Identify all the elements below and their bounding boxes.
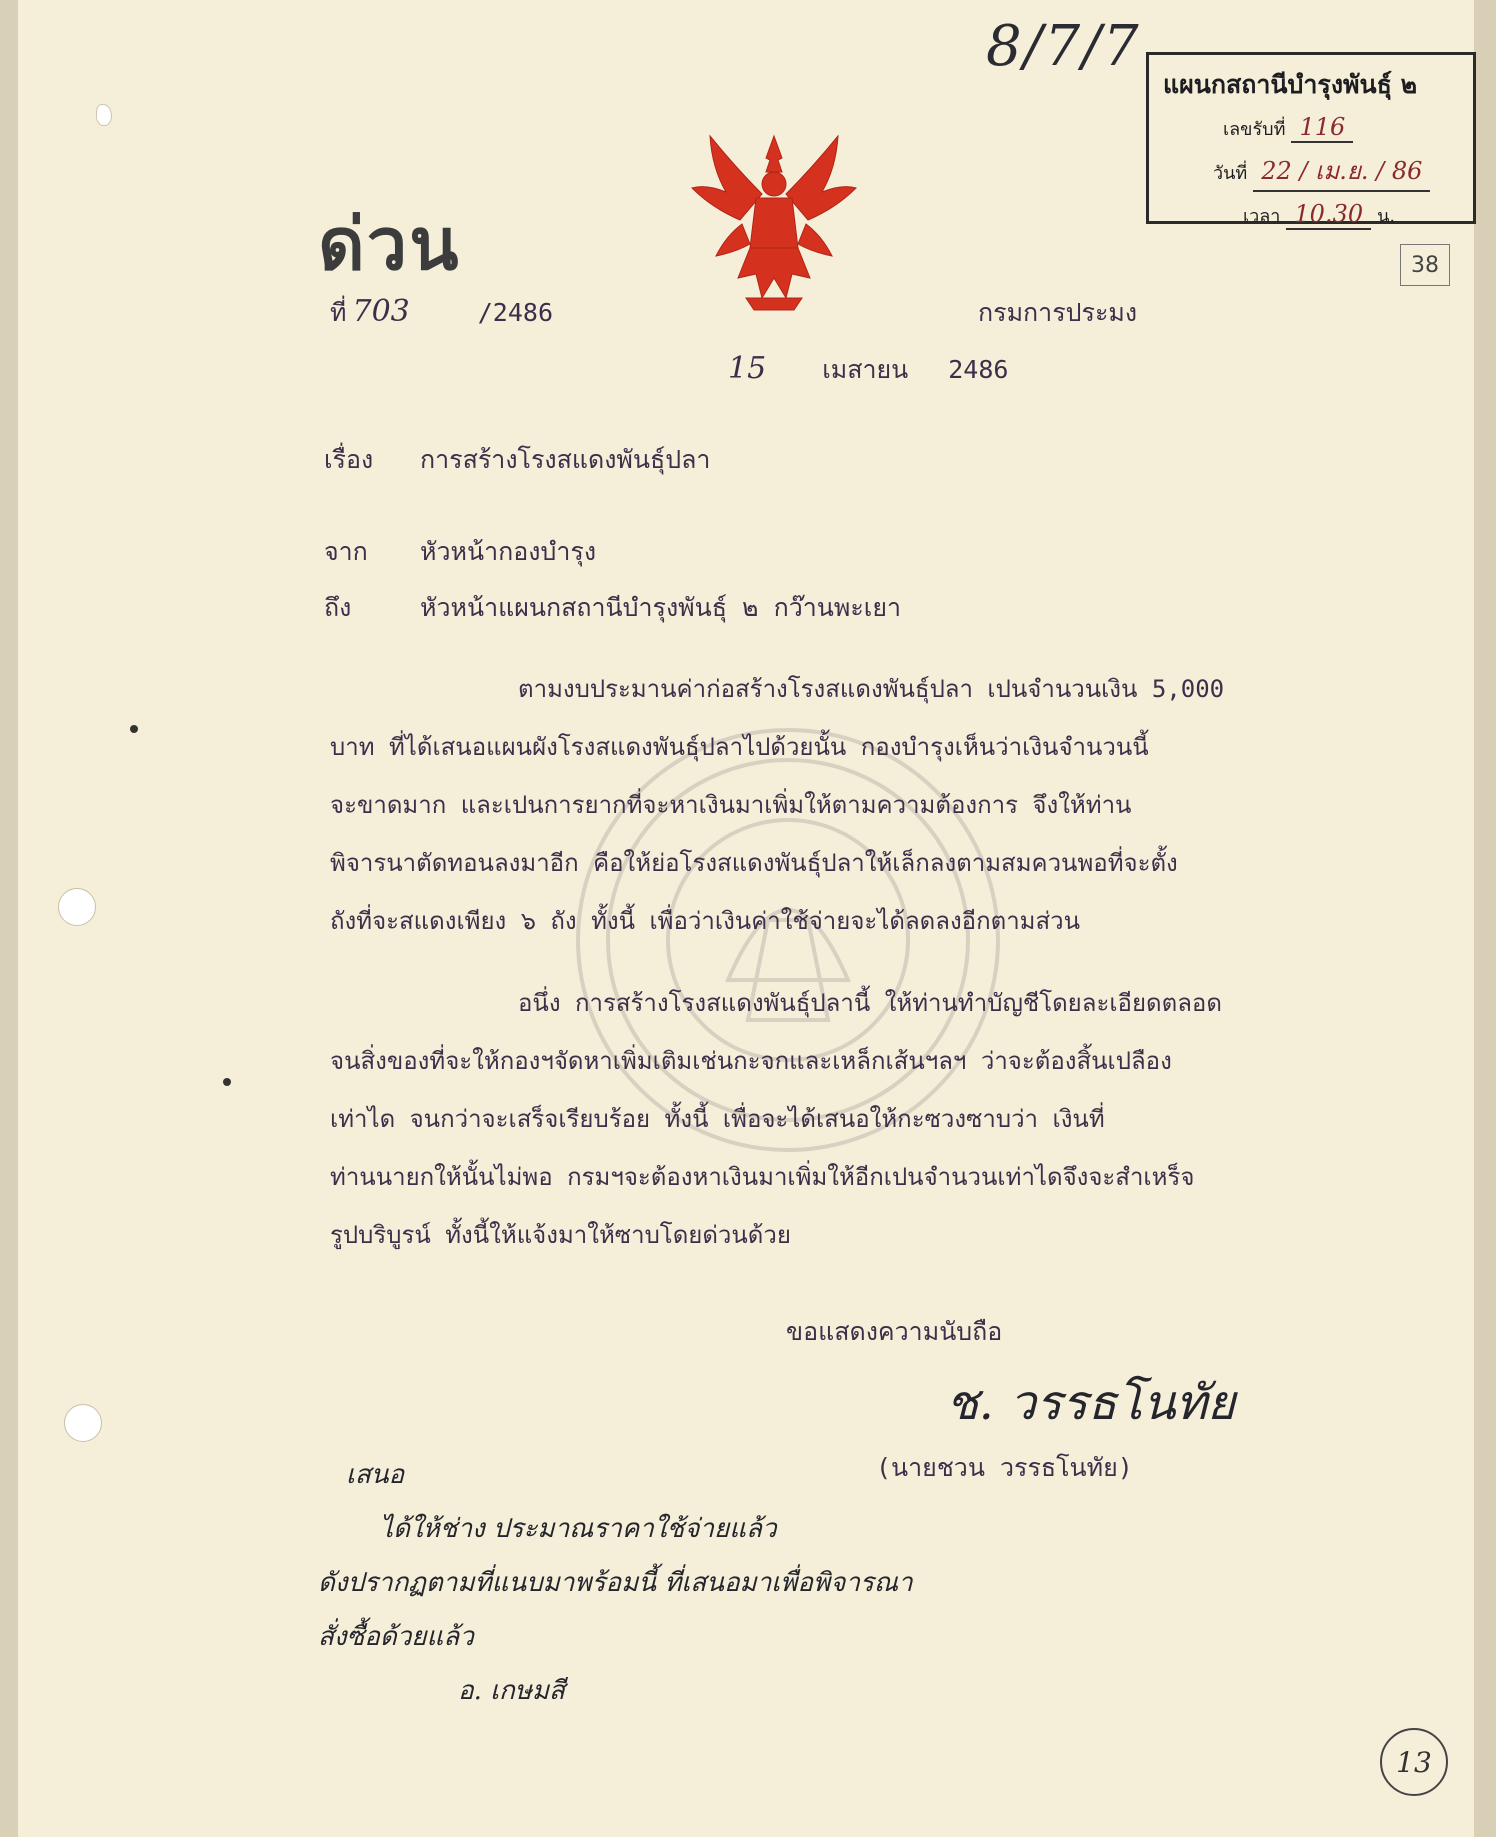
from-line xyxy=(324,532,596,572)
punch-notch xyxy=(96,104,112,126)
stamp-date-value: 22 / เม.ย. / 86 xyxy=(1253,151,1430,192)
subject-value: การสร้างโรงสแดงพันธุ์ปลา xyxy=(420,445,711,474)
paragraph-line: ถังที่จะสแดงเพียง ๖ ถัง ทั้งนี้ เพื่อว่าเงินค่าใช้จ่ายจะได้ลดลงอีกตามส่วน xyxy=(330,907,1081,935)
ref-prefix: ที่ xyxy=(330,298,347,327)
department-name: กรมการประมง xyxy=(978,298,1138,327)
garuda-emblem-icon xyxy=(686,128,862,314)
from-value: หัวหน้ากองบำรุง xyxy=(420,537,597,566)
to-line xyxy=(324,588,901,628)
handwritten-reference: 8/7/7 xyxy=(986,14,1141,79)
document-reference xyxy=(330,293,553,333)
note-line: อ. เกษมสี xyxy=(458,1676,565,1706)
note-line: ดังปรากฏตามที่แนบมาพร้อมนี้ ที่เสนอมาเพื่อพิจารณา xyxy=(318,1568,913,1598)
paragraph-line: บาท ที่ได้เสนอแผนผังโรงสแดงพันธุ์ปลาไปด้วยนั้น กองบำรุงเห็นว่าเงินจำนวนนี้ xyxy=(330,733,1149,761)
from-label: จาก xyxy=(324,537,368,566)
signature: ช. วรรธโนทัย xyxy=(946,1375,1236,1431)
handwritten-note xyxy=(318,1448,913,1718)
stamp-date-row xyxy=(1163,151,1459,192)
paper-edge xyxy=(1474,0,1496,1837)
to-value: หัวหน้าแผนกสถานีบำรุงพันธุ์ ๒ กว๊านพะเยา xyxy=(420,593,902,622)
stamp-date-label: วันที่ xyxy=(1213,163,1248,184)
signer-name: (นายชวน วรรธโนทัย) xyxy=(876,1453,1133,1482)
ref-number: 703 xyxy=(352,294,410,329)
urgent-stamp: ด่วน xyxy=(318,202,461,286)
stamp-number-value: 116 xyxy=(1291,113,1353,143)
paragraph-line: อนึ่ง การสร้างโรงสแดงพันธุ์ปลานี้ ให้ท่านทำบัญชีโดยละเอียดตลอด xyxy=(518,989,1222,1017)
page-number-circle: 13 xyxy=(1380,1728,1448,1796)
stamp-time-row xyxy=(1163,200,1459,230)
stamp-time-unit: น. xyxy=(1377,206,1396,227)
stamp-title: แผนกสถานีบำรุงพันธุ์ ๒ xyxy=(1163,70,1418,99)
paragraph-line: จนสิ่งของที่จะให้กองฯจัดหาเพิ่มเติมเช่นกะจกและเหล็กเส้นฯลฯ ว่าจะต้องสิ้นเปลือง xyxy=(330,1047,1172,1075)
date-month: เมสายน xyxy=(822,355,909,384)
ink-dot xyxy=(223,1078,231,1086)
paragraph-line: ตามงบประมานค่าก่อสร้างโรงสแดงพันธุ์ปลา เปนจำนวนเงิน 5,000 xyxy=(518,675,1225,703)
ref-year: /2486 xyxy=(477,298,554,327)
paragraph-line: ท่านนายกให้นั้นไม่พอ กรมฯจะต้องหาเงินมาเพิ่มให้อีกเปนจำนวนเท่าไดจึงจะสำเหร็จ xyxy=(330,1163,1195,1191)
note-line: สั่งซื้อด้วยแล้ว xyxy=(318,1622,474,1652)
punch-hole xyxy=(58,888,96,926)
page-number-box: 38 xyxy=(1400,244,1450,286)
date-day: 15 xyxy=(728,351,767,386)
punch-hole xyxy=(64,1404,102,1442)
note-line: ได้ให้ช่าง ประมาณราคาใช้จ่ายแล้ว xyxy=(380,1514,777,1544)
paragraph-line: เท่าได จนกว่าจะเสร็จเรียบร้อย ทั้งนี้ เพื่อจะได้เสนอให้กะซวงซาบว่า เงินที่ xyxy=(330,1105,1105,1133)
closing-salutation: ขอแสดงความนับถือ xyxy=(786,1317,1003,1346)
ink-dot xyxy=(130,725,138,733)
subject-label: เรื่อง xyxy=(324,445,374,474)
stamp-time-value: 10.30 xyxy=(1286,200,1371,230)
date-year: 2486 xyxy=(948,355,1009,384)
stamp-time-label: เวลา xyxy=(1243,206,1281,227)
body-paragraph-2 xyxy=(330,974,1430,1264)
paragraph-line: จะขาดมาก และเปนการยากที่จะหาเงินมาเพิ่มให้ตามความต้องการ จึงให้ท่าน xyxy=(330,791,1132,819)
document-date xyxy=(728,350,1008,390)
to-label: ถึง xyxy=(324,593,352,622)
paragraph-line: พิจารนาตัดทอนลงมาอีก คือให้ย่อโรงสแดงพันธุ์ปลาให้เล็กลงตามสมควนพอที่จะตั้ง xyxy=(330,849,1178,877)
paragraph-line: รูปบริบูรน์ ทั้งนี้ให้แจ้งมาให้ซาบโดยด่วนด้วย xyxy=(330,1221,791,1249)
receipt-stamp xyxy=(1146,52,1476,228)
stamp-number-row xyxy=(1163,113,1459,143)
note-line: เสนอ xyxy=(346,1460,405,1490)
subject-line xyxy=(324,440,710,480)
stamp-number-label: เลขรับที่ xyxy=(1223,119,1286,140)
body-paragraph-1 xyxy=(330,660,1430,950)
